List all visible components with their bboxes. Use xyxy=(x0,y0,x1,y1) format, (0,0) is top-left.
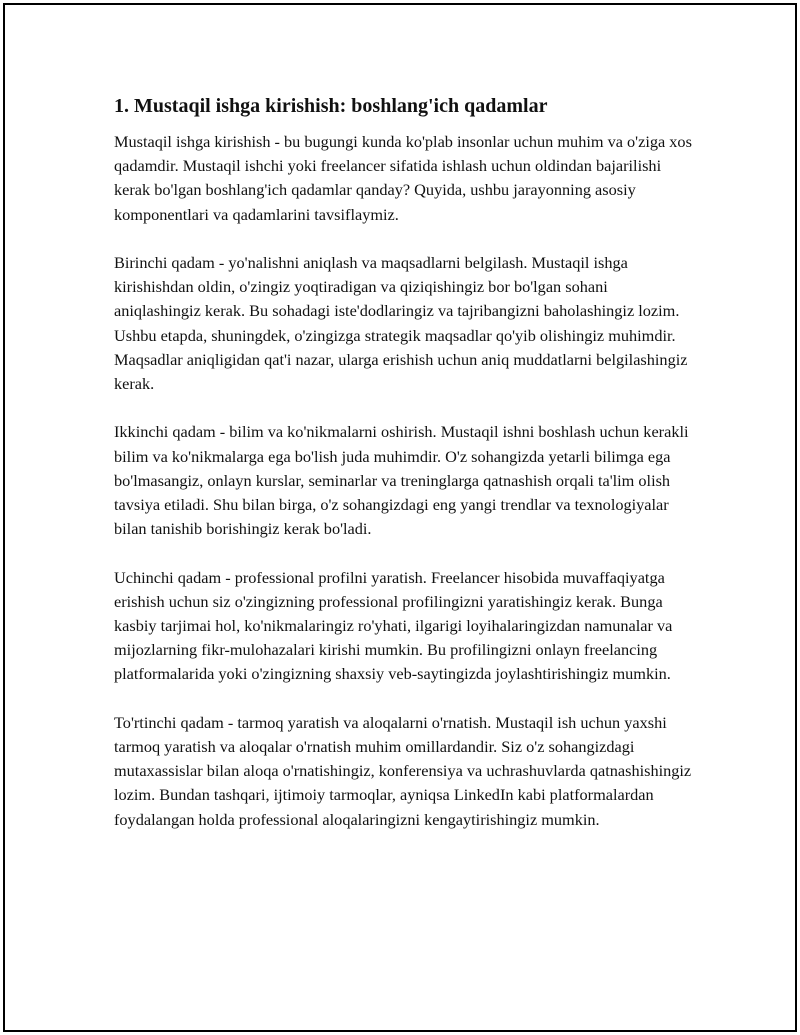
step-four-paragraph: To'rtinchi qadam - tarmoq yaratish va aloqalarni o'rnatish. Mustaqil ish uchun yaxshi tarmoq yaratish va aloqalar o'rnatish muhim omillardandir. Siz o'z sohangizdagi mutaxassislar bilan aloqa o'rnatishingiz, konferensiya va uchrashuvlarda qatnashishingiz lozim. Bundan tashqari, ijtimoiy tarmoqlar, ayniqsa LinkedIn kabi platformalardan foydalangan holda professional aloqalaringizni kengaytirishingiz mumkin. xyxy=(114,712,692,829)
step-one-paragraph: Birinchi qadam - yo'nalishni aniqlash va maqsadlarni belgilash. Mustaqil ishga kirishishdan oldin, o'zingiz yoqtiradigan va qiziqishingiz bor bo'lgan sohani aniqlashingiz kerak. Bu sohadagi iste'dodlaringiz va tajribangizni baholashingiz lozim. Ushbu etapda, shuningdek, o'zingizga strategik maqsadlar qo'yib olishingiz muhimdir. Maqsadlar aniqligidan qat'i nazar, ularga erishish uchun aniq muddatlarni belgilashingiz kerak. xyxy=(114,253,688,394)
step-two-paragraph: Ikkinchi qadam - bilim va ko'nikmalarni oshirish. Mustaqil ishni boshlash uchun kerakli bilim va ko'nikmalarga ega bo'lish juda muhimdir. O'z sohangizda yetarli bilimga ega bo'lmasangiz, onlayn kurslar, seminarlar va treninglarga qatnashish orqali ta'lim olish tavsiya etiladi. Shu bilan birga, o'z sohangizdagi eng yangi trendlar va texnologiyalar bilan tanishib borishingiz kerak bo'ladi. xyxy=(114,422,689,539)
intro-paragraph: Mustaqil ishga kirishish - bu bugungi kunda ko'plab insonlar uchun muhim va o'ziga xos qadamdir. Mustaqil ishchi yoki freelancer sifatida ishlash uchun oldindan bajarilishi kerak bo'lgan boshlang'ich qadamlar qanday? Quyida, ushbu jarayonning asosiy komponentlari va qadamlarini tavsiflaymiz. xyxy=(114,132,692,224)
step-three-paragraph: Uchinchi qadam - professional profilni yaratish. Freelancer hisobida muvaffaqiyatga erishish uchun siz o'zingizning professional profilingizni yaratishingiz kerak. Bunga kasbiy tarjimai hol, ko'nikmalaringiz ro'yhati, ilgarigi loyihalaringizdan namunalar va mijozlarning fikr-mulohazalari kirishi mumkin. Bu profilingizni onlayn freelancing platformalarida yoki o'zingizning shaxsiy veb-saytingizda joylashtirishingiz mumkin. xyxy=(114,567,673,684)
document-body xyxy=(114,93,694,856)
section-heading: 1. Mustaqil ishga kirishish: boshlang'ich qadamlar xyxy=(114,95,548,117)
